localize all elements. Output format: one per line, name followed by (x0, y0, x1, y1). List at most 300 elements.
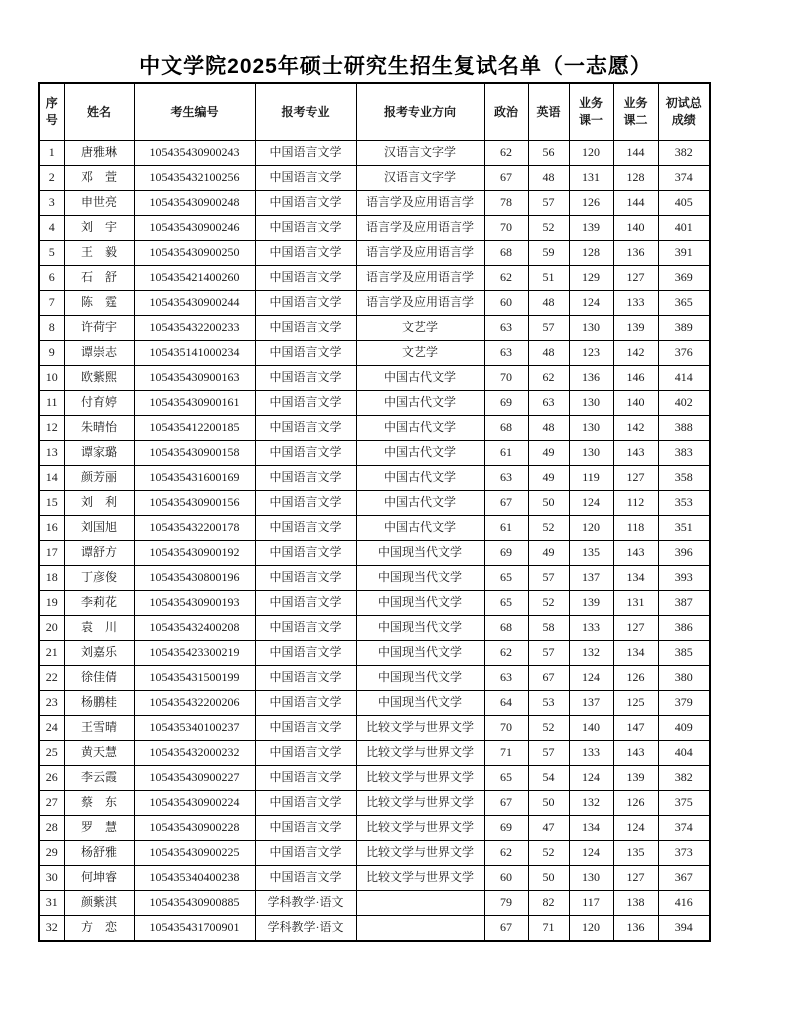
cell-name: 徐佳倩 (64, 666, 134, 691)
cell-course-one: 124 (569, 666, 613, 691)
cell-english: 57 (528, 741, 569, 766)
cell-name: 李云霞 (64, 766, 134, 791)
cell-total-score: 394 (658, 916, 710, 942)
cell-course-one: 139 (569, 591, 613, 616)
cell-major: 中国语言文学 (255, 366, 356, 391)
cell-total-score: 374 (658, 816, 710, 841)
cell-total-score: 401 (658, 216, 710, 241)
cell-politics: 62 (484, 641, 528, 666)
cell-total-score: 374 (658, 166, 710, 191)
cell-course-one: 130 (569, 416, 613, 441)
cell-index: 27 (39, 791, 64, 816)
cell-course-one: 135 (569, 541, 613, 566)
column-header-total-score: 初试总成绩 (658, 83, 710, 141)
cell-politics: 61 (484, 516, 528, 541)
cell-name: 蔡 东 (64, 791, 134, 816)
cell-course-two: 135 (613, 841, 658, 866)
cell-major: 中国语言文学 (255, 741, 356, 766)
cell-major-direction: 中国古代文学 (356, 391, 484, 416)
cell-course-two: 143 (613, 441, 658, 466)
cell-index: 22 (39, 666, 64, 691)
cell-index: 29 (39, 841, 64, 866)
cell-politics: 63 (484, 466, 528, 491)
cell-course-two: 118 (613, 516, 658, 541)
table-row (39, 491, 710, 516)
table-row (39, 641, 710, 666)
cell-english: 48 (528, 416, 569, 441)
cell-course-one: 124 (569, 291, 613, 316)
cell-name: 付育婷 (64, 391, 134, 416)
cell-candidate-number: 105435431500199 (134, 666, 255, 691)
cell-course-one: 120 (569, 916, 613, 942)
cell-major-direction: 比较文学与世界文学 (356, 866, 484, 891)
cell-english: 50 (528, 791, 569, 816)
cell-english: 62 (528, 366, 569, 391)
cell-course-one: 132 (569, 641, 613, 666)
cell-english: 59 (528, 241, 569, 266)
cell-politics: 70 (484, 366, 528, 391)
cell-total-score: 416 (658, 891, 710, 916)
cell-total-score: 387 (658, 591, 710, 616)
cell-major-direction: 文艺学 (356, 341, 484, 366)
cell-course-two: 144 (613, 141, 658, 166)
cell-english: 47 (528, 816, 569, 841)
cell-candidate-number: 105435430900158 (134, 441, 255, 466)
cell-course-two: 126 (613, 666, 658, 691)
cell-major: 学科教学·语文 (255, 891, 356, 916)
cell-english: 58 (528, 616, 569, 641)
cell-index: 21 (39, 641, 64, 666)
cell-total-score: 351 (658, 516, 710, 541)
cell-major-direction: 中国现当代文学 (356, 641, 484, 666)
cell-politics: 78 (484, 191, 528, 216)
cell-english: 48 (528, 291, 569, 316)
cell-politics: 67 (484, 791, 528, 816)
cell-course-one: 119 (569, 466, 613, 491)
cell-candidate-number: 105435430900246 (134, 216, 255, 241)
cell-english: 54 (528, 766, 569, 791)
cell-english: 57 (528, 641, 569, 666)
cell-major: 中国语言文学 (255, 391, 356, 416)
cell-candidate-number: 105435430900163 (134, 366, 255, 391)
cell-course-two: 138 (613, 891, 658, 916)
column-header-major: 报考专业 (255, 83, 356, 141)
cell-name: 丁彦俊 (64, 566, 134, 591)
cell-total-score: 393 (658, 566, 710, 591)
cell-candidate-number: 105435432400208 (134, 616, 255, 641)
cell-candidate-number: 105435430900193 (134, 591, 255, 616)
cell-english: 53 (528, 691, 569, 716)
table-row (39, 141, 710, 166)
cell-index: 24 (39, 716, 64, 741)
table-row (39, 266, 710, 291)
table-row (39, 816, 710, 841)
cell-politics: 65 (484, 566, 528, 591)
cell-index: 7 (39, 291, 64, 316)
cell-candidate-number: 105435431600169 (134, 466, 255, 491)
cell-total-score: 385 (658, 641, 710, 666)
cell-english: 52 (528, 516, 569, 541)
cell-candidate-number: 105435430900250 (134, 241, 255, 266)
cell-major: 中国语言文学 (255, 316, 356, 341)
cell-name: 王雪晴 (64, 716, 134, 741)
cell-total-score: 386 (658, 616, 710, 641)
cell-major: 中国语言文学 (255, 566, 356, 591)
cell-course-one: 131 (569, 166, 613, 191)
cell-politics: 68 (484, 416, 528, 441)
cell-name: 陈 霆 (64, 291, 134, 316)
cell-english: 57 (528, 191, 569, 216)
table-row (39, 666, 710, 691)
cell-politics: 64 (484, 691, 528, 716)
cell-english: 50 (528, 866, 569, 891)
cell-course-one: 134 (569, 816, 613, 841)
cell-major-direction: 语言学及应用语言学 (356, 266, 484, 291)
cell-candidate-number: 105435432100256 (134, 166, 255, 191)
cell-english: 67 (528, 666, 569, 691)
cell-major: 中国语言文学 (255, 216, 356, 241)
cell-index: 8 (39, 316, 64, 341)
cell-course-two: 128 (613, 166, 658, 191)
cell-index: 30 (39, 866, 64, 891)
cell-candidate-number: 105435430900192 (134, 541, 255, 566)
cell-course-one: 136 (569, 366, 613, 391)
cell-course-one: 128 (569, 241, 613, 266)
cell-total-score: 369 (658, 266, 710, 291)
cell-major-direction: 中国古代文学 (356, 441, 484, 466)
cell-index: 23 (39, 691, 64, 716)
cell-politics: 63 (484, 316, 528, 341)
cell-politics: 60 (484, 866, 528, 891)
cell-course-two: 125 (613, 691, 658, 716)
cell-total-score: 402 (658, 391, 710, 416)
cell-course-two: 126 (613, 791, 658, 816)
table-row (39, 866, 710, 891)
cell-major-direction: 汉语言文字学 (356, 166, 484, 191)
cell-course-one: 126 (569, 191, 613, 216)
cell-name: 石 舒 (64, 266, 134, 291)
cell-course-two: 127 (613, 866, 658, 891)
admissions-table (38, 82, 711, 942)
cell-name: 方 恋 (64, 916, 134, 942)
cell-course-two: 127 (613, 266, 658, 291)
cell-index: 32 (39, 916, 64, 942)
cell-major-direction: 中国古代文学 (356, 491, 484, 516)
cell-candidate-number: 105435412200185 (134, 416, 255, 441)
table-row (39, 791, 710, 816)
cell-major-direction (356, 891, 484, 916)
cell-name: 颜芳丽 (64, 466, 134, 491)
cell-index: 16 (39, 516, 64, 541)
cell-candidate-number: 105435430900244 (134, 291, 255, 316)
cell-major: 中国语言文学 (255, 841, 356, 866)
table-row (39, 516, 710, 541)
cell-candidate-number: 105435430900224 (134, 791, 255, 816)
cell-english: 52 (528, 216, 569, 241)
cell-name: 谭家璐 (64, 441, 134, 466)
cell-major-direction: 中国现当代文学 (356, 591, 484, 616)
cell-index: 3 (39, 191, 64, 216)
cell-english: 52 (528, 591, 569, 616)
table-row (39, 216, 710, 241)
page-title: 中文学院2025年硕士研究生招生复试名单（一志愿） (139, 55, 652, 78)
cell-major: 中国语言文学 (255, 641, 356, 666)
cell-index: 31 (39, 891, 64, 916)
cell-course-two: 143 (613, 741, 658, 766)
cell-total-score: 382 (658, 766, 710, 791)
cell-course-two: 133 (613, 291, 658, 316)
cell-major: 学科教学·语文 (255, 916, 356, 942)
cell-candidate-number: 105435432200178 (134, 516, 255, 541)
cell-politics: 79 (484, 891, 528, 916)
cell-major-direction: 比较文学与世界文学 (356, 741, 484, 766)
cell-english: 49 (528, 541, 569, 566)
cell-course-two: 140 (613, 391, 658, 416)
cell-index: 19 (39, 591, 64, 616)
cell-major: 中国语言文学 (255, 491, 356, 516)
table-row (39, 466, 710, 491)
cell-course-two: 136 (613, 241, 658, 266)
table-row (39, 341, 710, 366)
cell-candidate-number: 105435430900227 (134, 766, 255, 791)
cell-politics: 69 (484, 391, 528, 416)
cell-candidate-number: 105435430900225 (134, 841, 255, 866)
cell-candidate-number: 105435430800196 (134, 566, 255, 591)
cell-politics: 62 (484, 266, 528, 291)
cell-candidate-number: 105435421400260 (134, 266, 255, 291)
cell-course-one: 123 (569, 341, 613, 366)
cell-major-direction: 中国古代文学 (356, 466, 484, 491)
cell-index: 9 (39, 341, 64, 366)
column-header-index: 序号 (39, 83, 64, 141)
cell-candidate-number: 105435432000232 (134, 741, 255, 766)
cell-politics: 62 (484, 841, 528, 866)
cell-total-score: 404 (658, 741, 710, 766)
cell-major-direction: 比较文学与世界文学 (356, 716, 484, 741)
cell-course-two: 134 (613, 641, 658, 666)
cell-major-direction: 比较文学与世界文学 (356, 841, 484, 866)
table-row (39, 191, 710, 216)
cell-candidate-number: 105435430900228 (134, 816, 255, 841)
cell-major: 中国语言文学 (255, 541, 356, 566)
cell-english: 57 (528, 316, 569, 341)
cell-course-two: 134 (613, 566, 658, 591)
cell-major: 中国语言文学 (255, 666, 356, 691)
cell-course-one: 130 (569, 441, 613, 466)
cell-politics: 68 (484, 616, 528, 641)
cell-politics: 70 (484, 716, 528, 741)
cell-name: 申世亮 (64, 191, 134, 216)
header-row (39, 83, 710, 141)
cell-candidate-number: 105435430900243 (134, 141, 255, 166)
cell-major: 中国语言文学 (255, 241, 356, 266)
table-row (39, 591, 710, 616)
cell-major: 中国语言文学 (255, 266, 356, 291)
cell-candidate-number: 105435141000234 (134, 341, 255, 366)
cell-course-two: 136 (613, 916, 658, 942)
cell-politics: 69 (484, 541, 528, 566)
cell-candidate-number: 105435432200233 (134, 316, 255, 341)
cell-total-score: 391 (658, 241, 710, 266)
cell-course-two: 147 (613, 716, 658, 741)
cell-course-one: 140 (569, 716, 613, 741)
table-row (39, 241, 710, 266)
cell-index: 15 (39, 491, 64, 516)
cell-major: 中国语言文学 (255, 716, 356, 741)
cell-course-one: 132 (569, 791, 613, 816)
cell-candidate-number: 105435340400238 (134, 866, 255, 891)
cell-index: 6 (39, 266, 64, 291)
column-header-english: 英语 (528, 83, 569, 141)
cell-course-one: 137 (569, 691, 613, 716)
cell-major-direction: 比较文学与世界文学 (356, 791, 484, 816)
cell-politics: 62 (484, 141, 528, 166)
cell-major: 中国语言文学 (255, 691, 356, 716)
cell-english: 82 (528, 891, 569, 916)
cell-major: 中国语言文学 (255, 866, 356, 891)
cell-total-score: 383 (658, 441, 710, 466)
cell-course-one: 120 (569, 516, 613, 541)
cell-english: 48 (528, 341, 569, 366)
cell-major-direction: 语言学及应用语言学 (356, 291, 484, 316)
cell-politics: 67 (484, 491, 528, 516)
cell-major-direction: 汉语言文字学 (356, 141, 484, 166)
table-row (39, 541, 710, 566)
cell-major: 中国语言文学 (255, 441, 356, 466)
cell-major: 中国语言文学 (255, 191, 356, 216)
cell-course-one: 133 (569, 741, 613, 766)
cell-major-direction: 中国古代文学 (356, 416, 484, 441)
cell-total-score: 375 (658, 791, 710, 816)
cell-politics: 67 (484, 166, 528, 191)
cell-total-score: 376 (658, 341, 710, 366)
cell-english: 71 (528, 916, 569, 942)
cell-total-score: 389 (658, 316, 710, 341)
table-row (39, 916, 710, 942)
cell-major-direction: 比较文学与世界文学 (356, 816, 484, 841)
column-header-course-one: 业务课一 (569, 83, 613, 141)
column-header-course-two: 业务课二 (613, 83, 658, 141)
cell-major-direction: 文艺学 (356, 316, 484, 341)
cell-name: 谭崇志 (64, 341, 134, 366)
cell-total-score: 405 (658, 191, 710, 216)
cell-index: 1 (39, 141, 64, 166)
cell-course-one: 139 (569, 216, 613, 241)
cell-name: 刘 利 (64, 491, 134, 516)
cell-english: 49 (528, 441, 569, 466)
table-body (39, 141, 710, 942)
cell-politics: 65 (484, 766, 528, 791)
cell-course-two: 131 (613, 591, 658, 616)
cell-total-score: 358 (658, 466, 710, 491)
cell-politics: 67 (484, 916, 528, 942)
cell-candidate-number: 105435340100237 (134, 716, 255, 741)
cell-total-score: 379 (658, 691, 710, 716)
cell-politics: 68 (484, 241, 528, 266)
cell-course-two: 112 (613, 491, 658, 516)
table-row (39, 391, 710, 416)
cell-name: 许荷宇 (64, 316, 134, 341)
cell-total-score: 414 (658, 366, 710, 391)
cell-course-two: 139 (613, 316, 658, 341)
cell-candidate-number: 105435430900161 (134, 391, 255, 416)
cell-major-direction: 中国现当代文学 (356, 566, 484, 591)
table-row (39, 616, 710, 641)
table-row (39, 441, 710, 466)
cell-course-one: 120 (569, 141, 613, 166)
cell-major: 中国语言文学 (255, 416, 356, 441)
cell-name: 刘 宇 (64, 216, 134, 241)
table-row (39, 166, 710, 191)
cell-course-one: 137 (569, 566, 613, 591)
cell-major: 中国语言文学 (255, 166, 356, 191)
cell-english: 63 (528, 391, 569, 416)
table-row (39, 416, 710, 441)
cell-course-one: 117 (569, 891, 613, 916)
cell-name: 黄天慧 (64, 741, 134, 766)
cell-total-score: 353 (658, 491, 710, 516)
cell-name: 罗 慧 (64, 816, 134, 841)
column-header-candidate-number: 考生编号 (134, 83, 255, 141)
cell-candidate-number: 105435430900156 (134, 491, 255, 516)
cell-politics: 61 (484, 441, 528, 466)
cell-major: 中国语言文学 (255, 591, 356, 616)
cell-major-direction: 中国现当代文学 (356, 691, 484, 716)
cell-index: 4 (39, 216, 64, 241)
cell-index: 14 (39, 466, 64, 491)
cell-major: 中国语言文学 (255, 291, 356, 316)
cell-index: 13 (39, 441, 64, 466)
cell-name: 杨鹏桂 (64, 691, 134, 716)
cell-course-two: 127 (613, 616, 658, 641)
cell-index: 17 (39, 541, 64, 566)
column-header-name: 姓名 (64, 83, 134, 141)
cell-name: 朱晴怡 (64, 416, 134, 441)
cell-course-two: 124 (613, 816, 658, 841)
table-row (39, 891, 710, 916)
cell-politics: 60 (484, 291, 528, 316)
cell-name: 袁 川 (64, 616, 134, 641)
cell-name: 唐雅琳 (64, 141, 134, 166)
cell-index: 20 (39, 616, 64, 641)
cell-course-one: 133 (569, 616, 613, 641)
cell-name: 李莉花 (64, 591, 134, 616)
table-row (39, 716, 710, 741)
cell-course-two: 142 (613, 341, 658, 366)
cell-major: 中国语言文学 (255, 791, 356, 816)
cell-name: 邓 萱 (64, 166, 134, 191)
cell-total-score: 380 (658, 666, 710, 691)
cell-major: 中国语言文学 (255, 341, 356, 366)
cell-index: 26 (39, 766, 64, 791)
cell-candidate-number: 105435431700901 (134, 916, 255, 942)
cell-english: 50 (528, 491, 569, 516)
cell-total-score: 396 (658, 541, 710, 566)
cell-major: 中国语言文学 (255, 816, 356, 841)
cell-course-two: 146 (613, 366, 658, 391)
cell-course-two: 139 (613, 766, 658, 791)
cell-total-score: 382 (658, 141, 710, 166)
cell-english: 57 (528, 566, 569, 591)
cell-total-score: 373 (658, 841, 710, 866)
cell-index: 10 (39, 366, 64, 391)
column-header-politics: 政治 (484, 83, 528, 141)
cell-major-direction: 中国现当代文学 (356, 616, 484, 641)
cell-course-two: 144 (613, 191, 658, 216)
table-row (39, 316, 710, 341)
cell-major: 中国语言文学 (255, 616, 356, 641)
table-row (39, 291, 710, 316)
